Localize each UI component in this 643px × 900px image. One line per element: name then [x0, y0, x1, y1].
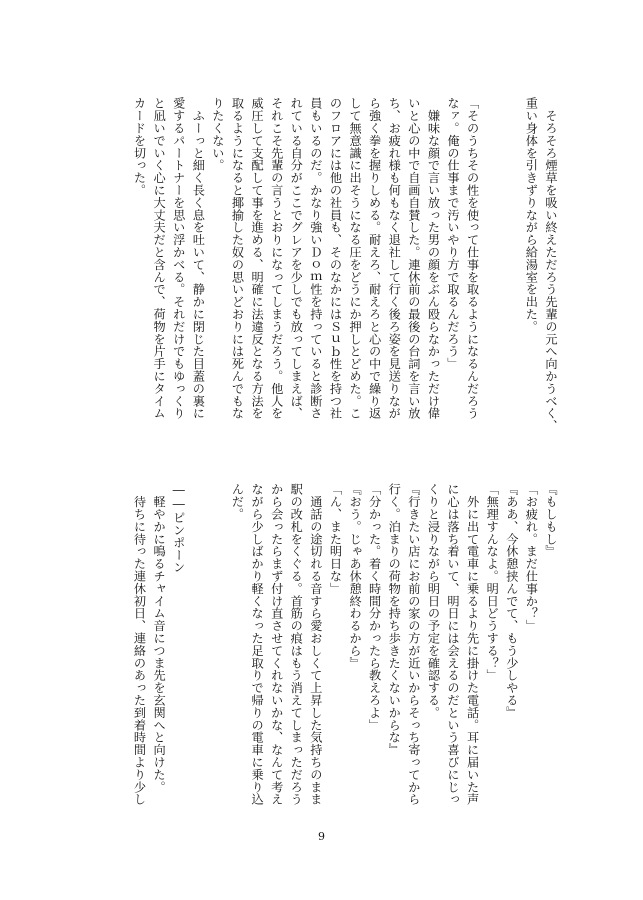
text-line	[482, 97, 502, 457]
text-line: 待ちに待った連休初日、連絡のあった到着時間より少し	[132, 483, 147, 806]
text-line: ――ピンポーン	[171, 483, 186, 574]
text-line: 「そのうちその性を使って仕事を取るようになるんだろう	[465, 97, 480, 420]
text-line: 『ああ、今休憩挟んでて、もう少しやる』	[504, 483, 519, 719]
text-line	[501, 97, 521, 457]
text-line: なァ。俺の仕事まで汚いやり方で取るんだろう」	[446, 97, 461, 370]
text-line	[207, 483, 227, 843]
text-line: 『おう。じゃあ休憩終わるから』	[348, 483, 363, 669]
text-line: ら強く拳を握りしめる。耐えろ、耐えろと心の中で繰り返	[367, 97, 382, 420]
text-line: して無意識に出そうになる圧をどうにか押しとどめた。こ	[348, 97, 363, 420]
text-line: ながら少しばかり軽くなった足取りで帰りの電車に乗り込	[250, 483, 265, 806]
text-line: 嫌味な顔で言い放った男の顔をぶん殴らなかっただけ偉	[426, 97, 441, 420]
text-line: カードを切った。	[132, 97, 147, 197]
text-line: 外に出て電車に乗るより先に掛けた電話。耳に届いた声	[465, 483, 480, 806]
text-line: に心は落ち着いて、明日には会えるのだという喜びにじっ	[446, 483, 461, 806]
text-line: 「無理すんなよ。明日どうする？」	[485, 483, 500, 682]
text-line: と凪いでいく心に大丈夫だと含んで、荷物を片手にタイム	[152, 97, 167, 420]
text-line: 取るようになると揶揄した奴の思いどおりには死んでもな	[230, 97, 245, 420]
text-line: れている自分がここでグレアを少しでも放ってしまえば、	[289, 97, 304, 420]
text-line: ち、お疲れ様も何もなく退社して行く後ろ姿を見送りなが	[387, 97, 402, 420]
text-line: 威圧して支配して事を進める、明確に法違反となる方法を	[250, 97, 265, 420]
text-line: そろそろ煙草を吸い終えただろう先輩の元へ向かうべく、	[544, 97, 558, 432]
text-line: それこそ先輩の言うとおりになってしまうだろう。他人を	[269, 97, 284, 420]
text-line	[188, 483, 208, 843]
text-line: 愛するパートナーを思い浮かべる。それだけでもゆっくり	[171, 97, 186, 420]
lower-text-block	[80, 483, 560, 843]
text-line: 通話の途切れる音すら愛おしくて上昇した気持ちのまま	[308, 483, 323, 806]
text-line: ふーっと細く長く息を吐いて、静かに閉じた目蓋の裏に	[191, 97, 206, 420]
text-line: 重い身体を引きずりながら給湯室を出た。	[524, 97, 539, 333]
text-line: 「分かった。着く時間分かったら教えろよ」	[367, 483, 382, 731]
text-line: くりと浸りながら明日の予定を確認する。	[426, 483, 441, 719]
text-line: から会ったらまず付け直させてくれないかな、なんて考え	[269, 483, 284, 806]
text-line: 『もしもし』	[544, 483, 558, 558]
text-line: 「ん、また明日な」	[328, 483, 343, 595]
text-line: りたくない。	[210, 97, 225, 172]
text-line: のフロアには他の社員も、そのなかにはＳｕｂ性を持つ社	[328, 97, 343, 420]
text-line: いと心の中で自画自賛した。連休前の最後の台詞を言い放	[406, 97, 421, 420]
text-line: 軽やかに鳴るチャイム音につま先を玄関へと向けた。	[152, 483, 167, 793]
page-number: 9	[318, 830, 325, 843]
text-line: 員もいるのだ。かなり強いＤｏｍ性を持っていると診断さ	[308, 97, 323, 420]
text-line: 駅の改札をくぐる。首筋の痕はもう消えてしまっただろう	[289, 483, 304, 806]
upper-text-block	[80, 97, 560, 457]
text-line: 行く。泊まりの荷物を持ち歩きたくないからな』	[387, 483, 402, 756]
text-line: 『行きたい店にお前の家の方が近いからそっち寄ってから	[406, 483, 421, 806]
text-line: 「お疲れ。まだ仕事か？」	[524, 483, 539, 632]
text-line: んだ。	[230, 483, 245, 521]
